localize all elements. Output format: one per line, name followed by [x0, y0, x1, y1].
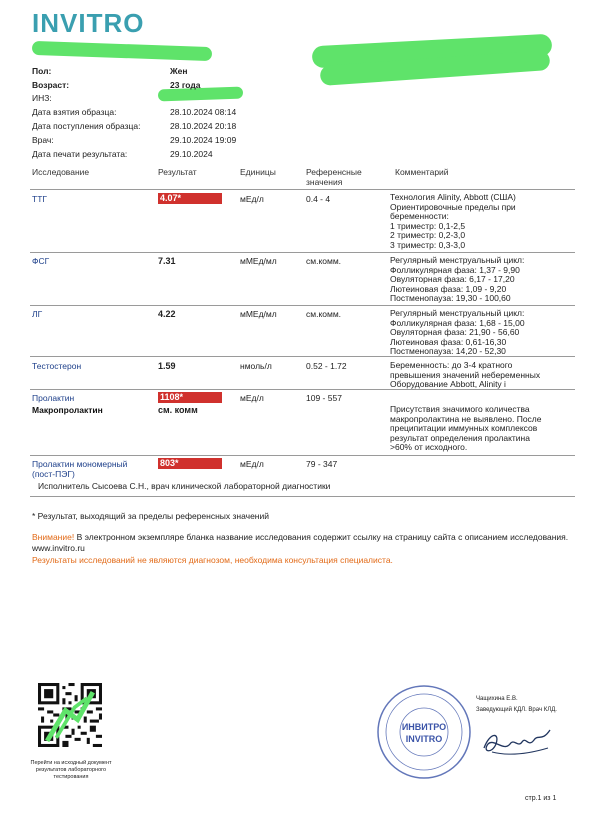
warning-text: В электронном экземпляре бланка название исследования содержит ссылку на страницу сайта с описанием исследования. www.invitro.ru: [32, 532, 569, 553]
table-divider: [30, 189, 575, 190]
ref-tsh: 0.4 - 4: [306, 194, 331, 204]
result-tsh: 4.07*: [158, 193, 222, 204]
svg-text:INVITRO: INVITRO: [405, 734, 443, 744]
signatory-name: Чащихина Е.В.: [476, 696, 518, 702]
test-name-prolactin[interactable]: Пролактин: [32, 393, 75, 403]
units-monomeric-prolactin: мЕд/л: [240, 459, 264, 469]
col-header-test: Исследование: [32, 167, 90, 177]
col-header-units: Единицы: [240, 167, 276, 177]
ref-monomeric-prolactin: 79 - 347: [306, 459, 338, 469]
table-divider: [30, 496, 575, 497]
result-macroprolactin: см. комм: [158, 405, 198, 415]
signatory-position: Заведующий КДЛ. Врач КЛД.: [476, 707, 557, 713]
signatory-block: [476, 694, 557, 716]
inz-label: ИНЗ:: [32, 93, 52, 103]
comment-tsh: Технология Alinity, Abbott (США) Ориентировочные пределы при беременности: 1 триместр: 0,1-2,5 2 триместр: 0,2-3,0 3 триместр: 0,3-3,0: [390, 192, 516, 250]
units-fsh: мМЕд/мл: [240, 256, 277, 266]
executor-line: Исполнитель Сысоева С.Н., врач клинической лабораторной диагностики: [38, 481, 331, 491]
test-name-tsh[interactable]: ТТГ: [32, 194, 47, 204]
result-prolactin: 1108*: [158, 392, 222, 403]
ref-testosterone: 0.52 - 1.72: [306, 361, 347, 371]
table-divider: [30, 389, 575, 390]
comment-fsh: Регулярный менструальный цикл: Фолликулярная фаза: 1,37 - 9,90 Овуляторная фаза: 6,17 - 17,20 Лютеиновая фаза: 1,09 - 9,20 Постменопауза: 19,30 - 100,60: [390, 255, 525, 304]
table-divider: [30, 252, 575, 253]
warning-note: [32, 532, 582, 554]
sample-received-label: Дата поступления образца:: [32, 121, 141, 131]
print-date-value: 29.10.2024: [170, 149, 213, 159]
page-number: стр.1 из 1: [525, 795, 557, 802]
col-header-result: Результат: [158, 167, 197, 177]
ref-lh: см.комм.: [306, 309, 342, 319]
sample-taken-label: Дата взятия образца:: [32, 107, 117, 117]
lab-stamp: [376, 684, 472, 780]
units-testosterone: нмоль/л: [240, 361, 272, 371]
redaction-mark: [32, 41, 212, 61]
col-header-comments: Комментарий: [395, 167, 449, 177]
footnote: * Результат, выходящий за пределы референсных значений: [32, 511, 269, 521]
table-divider: [30, 305, 575, 306]
sample-received-value: 28.10.2024 20:18: [170, 121, 237, 131]
units-tsh: мЕд/л: [240, 194, 264, 204]
invitro-logo: INVITRO: [32, 8, 145, 38]
sex-value: Жен: [170, 66, 188, 76]
doctor-value: 29.10.2024 19:09: [170, 135, 237, 145]
age-value: 23 года: [170, 80, 201, 90]
warning-prefix: Внимание!: [32, 532, 75, 542]
svg-text:ИНВИТРО: ИНВИТРО: [401, 722, 447, 732]
ref-prolactin: 109 - 557: [306, 393, 342, 403]
units-lh: мМЕд/мл: [240, 309, 277, 319]
comment-lh: Регулярный менструальный цикл: Фолликулярная фаза: 1,68 - 15,00 Овуляторная фаза: 21,90 - 56,60 Лютеиновая фаза: 0,61-16,30 Постменопауза: 14,20 - 52,30: [390, 308, 525, 357]
comment-testosterone: Беременность: до 3-4 кратного превышения значений небеременных Оборудование Abbott, Alinity i: [390, 360, 541, 390]
age-label: Возраст:: [32, 80, 70, 90]
handwritten-signature: [478, 722, 558, 762]
table-divider: [30, 455, 575, 456]
ref-fsh: см.комм.: [306, 256, 342, 266]
result-fsh: 7.31: [158, 256, 176, 266]
test-name-monomeric-prolactin[interactable]: Пролактин мономерный (пост-ПЭГ): [32, 459, 128, 479]
test-name-macroprolactin: Макропролактин: [32, 405, 103, 415]
test-name-lh[interactable]: ЛГ: [32, 309, 43, 319]
test-name-testosterone[interactable]: Тестостерон: [32, 361, 82, 371]
result-monomeric-prolactin: 803*: [158, 458, 222, 469]
col-header-ref: Референсные значения: [306, 167, 362, 187]
disclaimer: Результаты исследований не являются диагнозом, необходима консультация специалиста.: [32, 555, 393, 565]
test-name-fsh[interactable]: ФСГ: [32, 256, 50, 266]
result-testosterone: 1.59: [158, 361, 176, 371]
sample-taken-value: 28.10.2024 08:14: [170, 107, 237, 117]
comment-macroprolactin: Присутствия значимого количества макропролактина не выявлено. После преципитации иммунных комплексов результат определения пролактина >60% от исходного.: [390, 404, 542, 453]
doctor-label: Врач:: [32, 135, 54, 145]
qr-code[interactable]: [38, 683, 102, 747]
print-date-label: Дата печати результата:: [32, 149, 128, 159]
units-prolactin: мЕд/л: [240, 393, 264, 403]
sex-label: Пол:: [32, 66, 52, 76]
result-lh: 4.22: [158, 309, 176, 319]
qr-caption: Перейти на исходный документ результатов лабораторного тестирования: [30, 760, 112, 780]
table-divider: [30, 356, 575, 357]
